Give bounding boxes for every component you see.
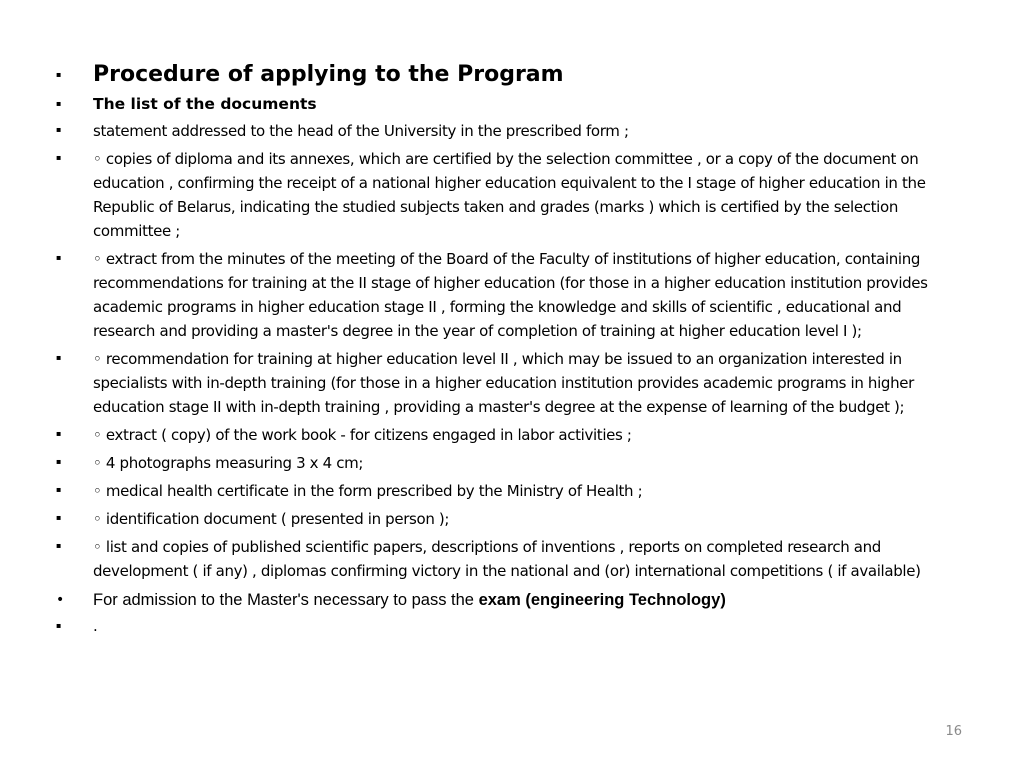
list-item-text: statement addressed to the head of the University in the prescribed form ; — [93, 122, 629, 140]
round-bullet-icon: • — [56, 592, 65, 608]
square-bullet-icon: ▪ — [56, 429, 62, 438]
list-item-text: . — [93, 617, 98, 635]
list-item — [56, 347, 956, 419]
square-bullet-icon: ▪ — [56, 485, 62, 494]
list-item — [56, 119, 956, 143]
page-number: 16 — [945, 724, 962, 739]
square-bullet-icon: ▪ — [56, 253, 62, 262]
list-item — [56, 423, 956, 447]
list-item-text: ◦ copies of diploma and its annexes, which are certified by the selection committee , or a copy of the document on education , confirming the receipt of a national higher education equivalent to the I stage of higher education in the Republic of Belarus, indicating the studied subjects taken and grades (marks ) which is certified by the selection committee ; — [93, 150, 926, 240]
list-item-text: ◦ medical health certificate in the form prescribed by the Ministry of Health ; — [93, 482, 643, 500]
square-bullet-icon: ▪ — [56, 125, 62, 134]
admission-note — [93, 587, 956, 613]
admission-note-text: For admission to the Master's necessary to pass the — [93, 591, 479, 609]
list-item-text: ◦ identification document ( presented in person ); — [93, 510, 450, 528]
list-item — [56, 451, 956, 475]
square-bullet-icon: ▪ — [56, 457, 62, 466]
slide-subtitle: The list of the documents — [93, 95, 317, 113]
list-item-text: ◦ extract from the minutes of the meeting of the Board of the Faculty of institutions of higher education, containing recommendations for training at the II stage of higher education (for those in a higher education institution provides academic programs in higher education stage II , forming the knowledge and skills of scientific , educational and research and providing a master's degree in the year of completion of training at higher education level I ); — [93, 250, 928, 340]
square-bullet-icon: ▪ — [56, 541, 62, 550]
slide-title: Procedure of applying to the Program — [93, 62, 564, 87]
slide-title-row — [56, 60, 956, 90]
square-bullet-icon: ▪ — [56, 99, 62, 108]
square-bullet-icon: ▪ — [56, 621, 62, 630]
list-item — [56, 147, 956, 243]
list-item-text: ◦ recommendation for training at higher education level II , which may be issued to an organization interested in specialists with in-depth training (for those in a higher education institution provides academic programs in higher education stage II with in-depth training , providing a master's degree at the expense of learning of the budget ); — [93, 350, 914, 416]
list-item-text: ◦ extract ( copy) of the work book - for citizens engaged in labor activities ; — [93, 426, 632, 444]
slide-subtitle-row — [56, 93, 956, 115]
slide-content — [56, 60, 956, 637]
list-item — [56, 615, 956, 637]
square-bullet-icon: ▪ — [56, 513, 62, 522]
list-item — [56, 507, 956, 531]
admission-note-row — [56, 587, 956, 613]
list-item-text: ◦ list and copies of published scientific papers, descriptions of inventions , reports on completed research and development ( if any) , diplomas confirming victory in the national and (or) international competitions ( if available) — [93, 538, 921, 580]
admission-exam-name: exam (engineering Technology) — [478, 591, 726, 609]
square-bullet-icon: ▪ — [56, 353, 62, 362]
list-item-text: ◦ 4 photographs measuring 3 x 4 cm; — [93, 454, 364, 472]
square-bullet-icon: ▪ — [56, 70, 62, 79]
list-item — [56, 479, 956, 503]
square-bullet-icon: ▪ — [56, 153, 62, 162]
list-item — [56, 535, 956, 583]
list-item — [56, 247, 956, 343]
